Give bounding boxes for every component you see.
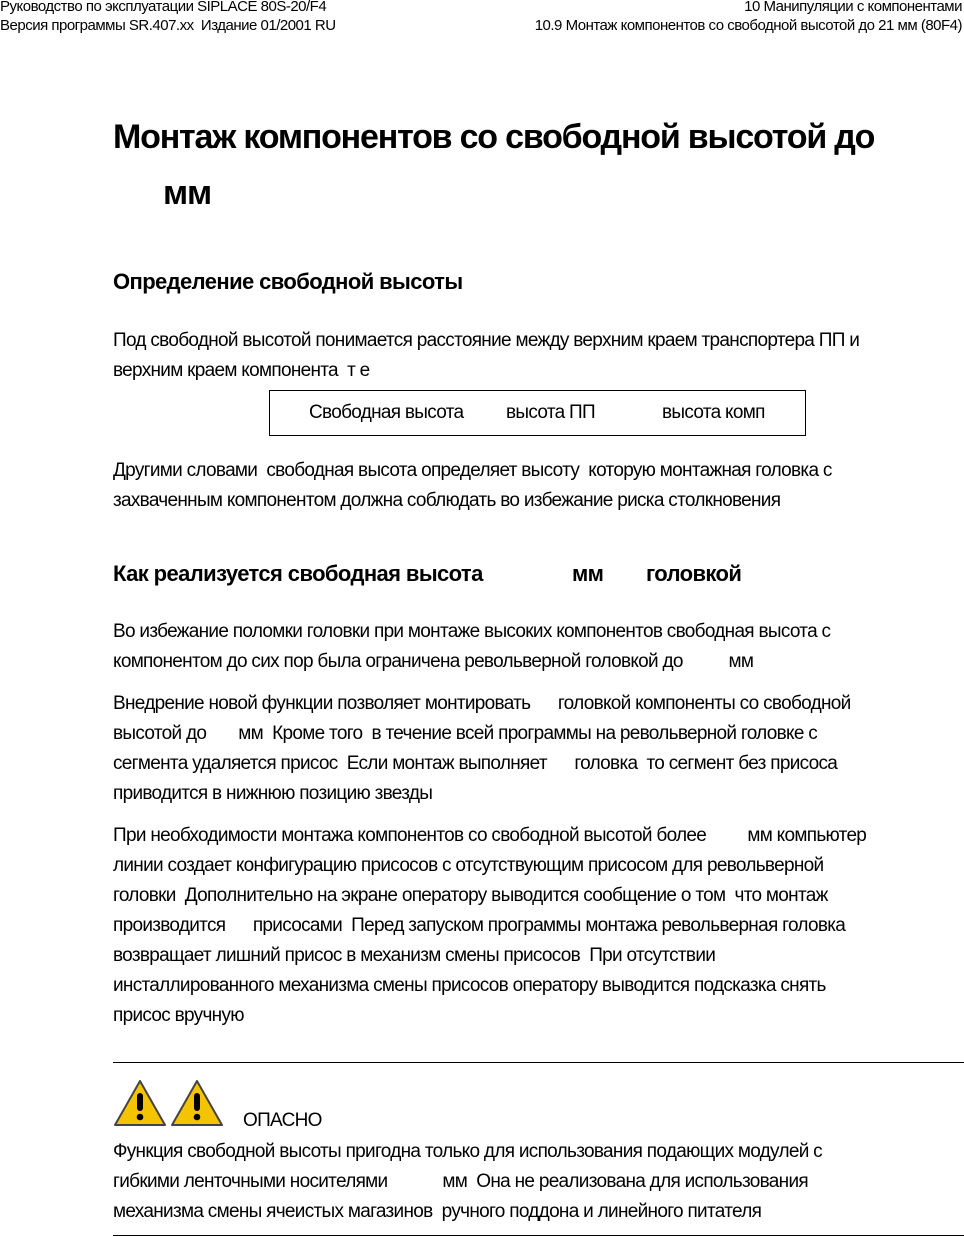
header-section: 10.9 Монтаж компонентов со свободной высотой до 21 мм (80F4) [534,17,962,34]
paragraph-line: линии создает конфигурацию присосов с отсутствующим присосом для револьверной [113,855,824,876]
page-title: Монтаж компонентов со свободной высотой до [113,118,875,156]
paragraph-line: Под свободной высотой понимается расстояние между верхним краем транспортера ПП и [113,330,860,351]
paragraph-line: Во избежание поломки головки при монтаже высоких компонентов свободная высота с [113,621,831,642]
paragraph-line: Другими словами свободная высота определяет высоту которую монтажная головка с [113,460,832,481]
warning-text-line: гибкими ленточными носителями мм Она не реализована для использования [113,1171,808,1192]
heading-part: Как реализуется свободная высота [113,561,483,586]
paragraph-line: производится присосами Перед запуском программы монтажа револьверная головка [113,915,846,936]
section-heading-definition: Определение свободной высоты [113,269,463,294]
warning-label: ОПАСНО [243,1110,322,1131]
warning-text-line: механизма смены ячеистых магазинов ручного поддона и линейного питателя [113,1201,762,1222]
paragraph-line: захваченным компонентом должна соблюдать во избежание риска столкновения [113,490,781,511]
formula-box [269,390,806,436]
header-manual-title: Руководство по эксплуатации SIPLACE 80S-20/F4 [0,0,327,15]
paragraph-line: Внедрение новой функции позволяет монтировать головкой компоненты со свободной [113,693,851,714]
paragraph-line: сегмента удаляется присос Если монтаж выполняет головка то сегмент без присоса [113,753,838,774]
paragraph-line: инсталлированного механизма смены присосов оператору выводится подсказка снять [113,975,826,996]
paragraph-line: приводится в нижнюю позицию звезды [113,783,433,804]
heading-part: мм [572,561,604,586]
formula-term-component-height: высота комп [662,402,765,423]
warning-triangle-icon [170,1079,224,1127]
formula-term-pcb-height: высота ПП [506,402,595,423]
paragraph-line: присос вручную [113,1005,244,1026]
heading-part: головкой [646,561,742,586]
warning-triangle-icon [113,1079,167,1127]
divider [113,1062,964,1063]
paragraph-line: высотой до мм Кроме того в течение всей программы на револьверной головке с [113,723,818,744]
header-version: Версия программы SR.407.xx Издание 01/2001 RU [0,17,336,34]
header-chapter: 10 Манипуляции с компонентами [744,0,962,15]
paragraph-line: верхним краем компонента т е [113,360,370,381]
page-title-line2: мм [163,174,211,212]
paragraph-line: компонентом до сих пор была ограничена револьверной головкой до мм [113,651,754,672]
paragraph-line: При необходимости монтажа компонентов со свободной высотой более мм компьютер [113,825,867,846]
divider [113,1235,964,1236]
formula-term-free-height: Свободная высота [309,402,464,423]
paragraph-line: головки Дополнительно на экране оператору выводится сообщение о том что монтаж [113,885,828,906]
warning-text-line: Функция свободной высоты пригодна только для использования подающих модулей с [113,1141,822,1162]
paragraph-line: возвращает лишний присос в механизм смены присосов При отсутствии [113,945,716,966]
